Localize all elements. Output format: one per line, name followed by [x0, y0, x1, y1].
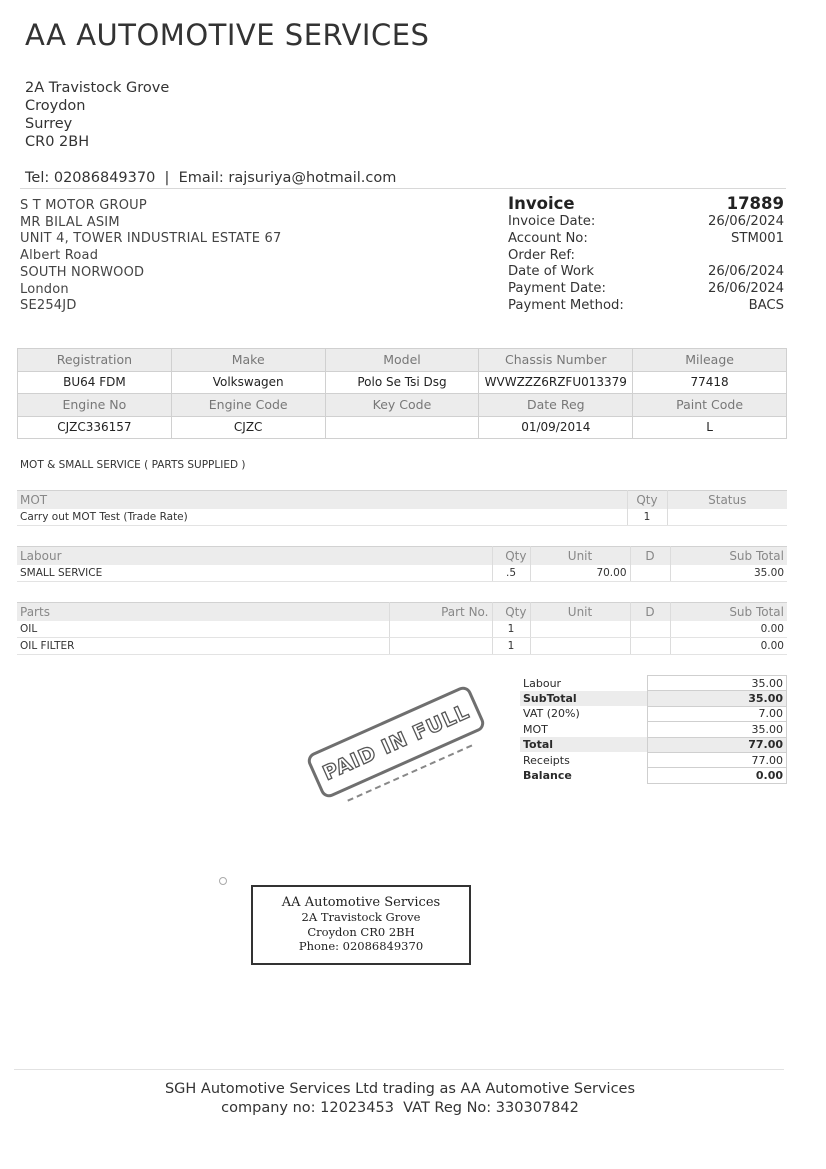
totals-row — [520, 691, 787, 706]
part-unit — [530, 638, 630, 655]
invoice-row — [508, 281, 784, 298]
vehicle-header-cell: Mileage — [633, 349, 787, 372]
invoice-row-value: 26/06/2024 — [707, 264, 784, 280]
vehicle-value-cell: CJZC336157 — [18, 416, 172, 439]
vehicle-header-cell: Registration — [18, 349, 172, 372]
part-item: OIL FILTER — [17, 638, 389, 655]
parts-header-row — [17, 603, 787, 621]
mot-header-row — [17, 491, 787, 509]
punch-hole-mark — [219, 877, 227, 885]
customer-address — [20, 198, 281, 315]
invoice-row-label: Date of Work — [508, 264, 595, 280]
company-address-line: 2A Travistock Grove — [25, 80, 170, 96]
customer-line: MR BILAL ASIM — [20, 214, 120, 230]
parts-header-unit: Unit — [530, 603, 630, 621]
totals-row — [520, 768, 787, 783]
vehicle-header-cell: Key Code — [325, 394, 479, 417]
vehicle-value-cell — [325, 416, 479, 439]
mot-item: Carry out MOT Test (Trade Rate) — [17, 509, 627, 526]
invoice-number: 17889 — [726, 194, 784, 213]
invoice-row-label: Account No: — [508, 230, 588, 246]
vehicle-header-cell: Chassis Number — [479, 349, 633, 372]
labour-qty: .5 — [492, 565, 530, 582]
totals-label: Balance — [523, 769, 572, 783]
parts-header-qty: Qty — [492, 603, 530, 621]
paid-in-full-stamp — [305, 684, 487, 800]
vehicle-value-cell: Volkswagen — [171, 371, 325, 394]
customer-line: Albert Road — [20, 248, 99, 264]
company-address — [25, 79, 169, 151]
vehicle-value-row — [18, 416, 787, 439]
invoice-row-label: Payment Method: — [508, 297, 624, 313]
part-number — [389, 638, 492, 655]
invoice-row-value: BACS — [748, 297, 784, 313]
divider — [14, 1069, 784, 1070]
invoice-row-label: Payment Date: — [508, 281, 606, 297]
table-row — [17, 638, 787, 655]
vehicle-value-cell: CJZC — [171, 416, 325, 439]
part-subtotal: 0.00 — [670, 621, 787, 638]
totals-value: 35.00 — [648, 722, 787, 737]
vehicle-value-cell: L — [633, 416, 787, 439]
part-number — [389, 621, 492, 638]
part-d — [630, 638, 670, 655]
mot-header-status: Status — [667, 491, 787, 509]
labour-subtotal: 35.00 — [670, 565, 787, 582]
totals-table — [520, 675, 787, 784]
invoice-row-value: 26/06/2024 — [707, 214, 784, 229]
table-row — [17, 565, 787, 582]
customer-line: SOUTH NORWOOD — [20, 264, 145, 280]
mot-table — [17, 490, 787, 526]
invoice-title: Invoice — [508, 194, 575, 213]
mot-header-qty: Qty — [627, 491, 667, 509]
invoice-header — [508, 194, 784, 213]
address-stamp-line: 2A Travistock Grove — [301, 910, 421, 924]
invoice-row-label: Order Ref: — [508, 247, 575, 263]
part-subtotal: 0.00 — [670, 638, 787, 655]
totals-value: 77.00 — [648, 752, 787, 767]
mot-header-item: MOT — [17, 491, 627, 509]
company-address-line: Surrey — [25, 116, 73, 132]
parts-header-d: D — [630, 603, 670, 621]
address-stamp-line: Croydon CR0 2BH — [307, 924, 415, 939]
totals-value: 0.00 — [648, 768, 787, 783]
labour-header-subtotal: Sub Total — [670, 547, 787, 565]
totals-row — [520, 722, 787, 737]
vehicle-header-cell: Model — [325, 349, 479, 372]
company-contact: Tel: 02086849370 | Email: rajsuriya@hotmail.com — [25, 170, 397, 186]
invoice-row — [508, 231, 784, 248]
company-address-line: Croydon — [25, 98, 86, 114]
vehicle-value-cell: WVWZZZ6RZFU013379 — [479, 371, 633, 394]
invoice-row — [508, 298, 784, 315]
invoice-details — [508, 194, 784, 315]
labour-header-row — [17, 547, 787, 565]
vehicle-header-cell: Paint Code — [633, 394, 787, 417]
totals-label: VAT (20%) — [523, 707, 580, 721]
vehicle-value-cell: BU64 FDM — [18, 371, 172, 394]
invoice-row-value: 26/06/2024 — [707, 281, 784, 297]
paid-in-full-text: PAID IN FULL — [319, 698, 473, 786]
parts-table — [17, 602, 787, 655]
vehicle-header-cell: Engine No — [18, 394, 172, 417]
totals-value: 35.00 — [648, 691, 787, 706]
totals-label: MOT — [523, 722, 548, 736]
customer-line: London — [20, 281, 69, 297]
address-stamp — [251, 885, 471, 965]
part-item: OIL — [17, 621, 389, 638]
footer-line: company no: 12023453 VAT Reg No: 330307842 — [221, 1100, 579, 1116]
totals-value: 77.00 — [648, 737, 787, 752]
vehicle-header-row — [18, 394, 787, 417]
vehicle-value-cell: 01/09/2014 — [479, 416, 633, 439]
address-stamp-line: Phone: 02086849370 — [298, 939, 424, 953]
labour-table — [17, 546, 787, 582]
invoice-row-value: STM001 — [731, 230, 784, 246]
mot-status — [667, 509, 787, 526]
labour-d — [630, 565, 670, 582]
labour-header-d: D — [630, 547, 670, 565]
divider — [20, 188, 786, 189]
totals-row — [520, 752, 787, 767]
part-unit — [530, 621, 630, 638]
totals-value: 7.00 — [648, 706, 787, 721]
vehicle-header-cell: Date Reg — [479, 394, 633, 417]
parts-header-subtotal: Sub Total — [670, 603, 787, 621]
parts-header-item: Parts — [17, 603, 389, 621]
vehicle-value-row — [18, 371, 787, 394]
footer — [0, 1080, 800, 1118]
totals-label: Total — [520, 737, 648, 752]
address-stamp-title: AA Automotive Services — [281, 895, 441, 910]
job-title: MOT & SMALL SERVICE ( PARTS SUPPLIED ) — [20, 459, 246, 471]
totals-label: Receipts — [523, 753, 570, 767]
totals-row — [520, 737, 787, 752]
customer-line: UNIT 4, TOWER INDUSTRIAL ESTATE 67 — [20, 231, 282, 247]
parts-header-partno: Part No. — [389, 603, 492, 621]
totals-row — [520, 676, 787, 691]
labour-item: SMALL SERVICE — [17, 565, 492, 582]
invoice-row — [508, 248, 784, 265]
labour-header-unit: Unit — [530, 547, 630, 565]
labour-header-item: Labour — [17, 547, 492, 565]
table-row — [17, 509, 787, 526]
totals-label: SubTotal — [520, 691, 648, 706]
table-row — [17, 621, 787, 638]
customer-line: S T MOTOR GROUP — [20, 198, 147, 213]
company-name: AA AUTOMOTIVE SERVICES — [25, 18, 430, 52]
vehicle-header-cell: Engine Code — [171, 394, 325, 417]
invoice-row — [508, 214, 784, 231]
labour-header-qty: Qty — [492, 547, 530, 565]
company-address-line: CR0 2BH — [25, 134, 90, 150]
invoice-row — [508, 264, 784, 281]
part-qty: 1 — [492, 638, 530, 655]
vehicle-value-cell: Polo Se Tsi Dsg — [325, 371, 479, 394]
mot-qty: 1 — [627, 509, 667, 526]
invoice-row-label: Invoice Date: — [508, 214, 596, 229]
labour-unit: 70.00 — [530, 565, 630, 582]
vehicle-header-row — [18, 349, 787, 372]
totals-row — [520, 706, 787, 721]
vehicle-value-cell: 77418 — [633, 371, 787, 394]
totals-label: Labour — [523, 676, 562, 690]
totals-value: 35.00 — [648, 676, 787, 691]
customer-line: SE254JD — [20, 298, 77, 314]
part-d — [630, 621, 670, 638]
footer-line: SGH Automotive Services Ltd trading as AA Automotive Services — [164, 1081, 636, 1097]
vehicle-header-cell: Make — [171, 349, 325, 372]
part-qty: 1 — [492, 621, 530, 638]
vehicle-table — [17, 348, 787, 439]
